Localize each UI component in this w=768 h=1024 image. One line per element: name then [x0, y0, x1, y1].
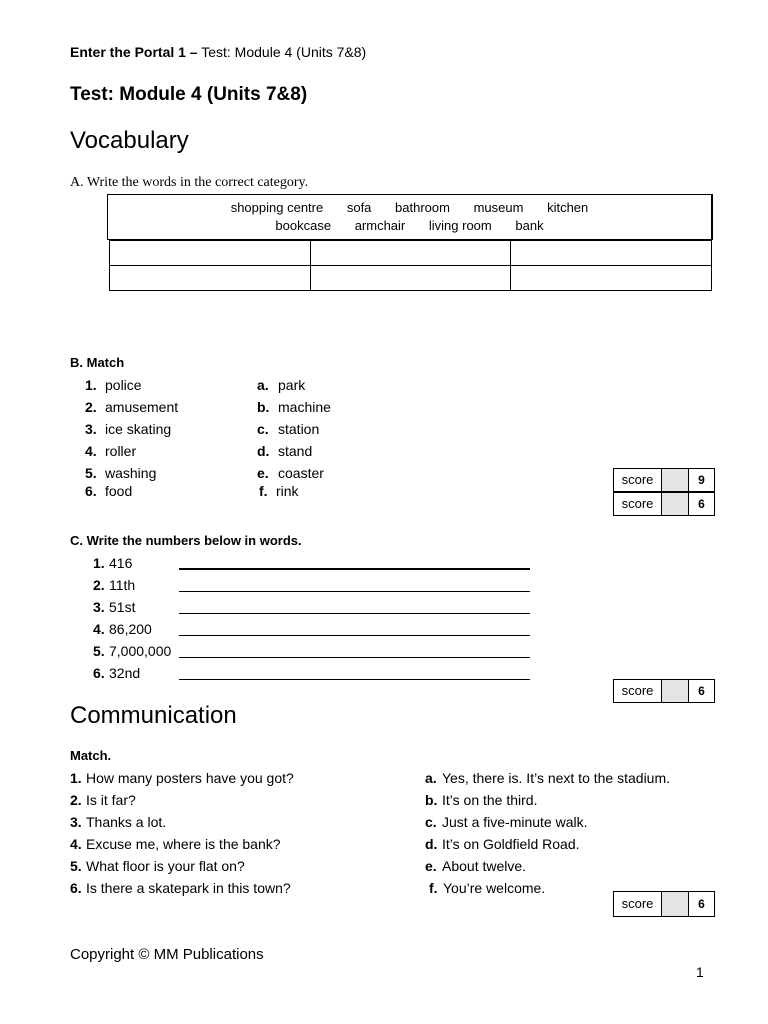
table-row	[110, 266, 712, 291]
list-item: 4. roller	[85, 443, 137, 459]
score-entry[interactable]	[662, 892, 689, 916]
answer-line[interactable]	[179, 657, 530, 658]
word-bank-row-2	[108, 218, 711, 233]
answer-line[interactable]	[179, 591, 530, 592]
header-series: Enter the Portal 1 –	[70, 44, 198, 60]
list-item: e. coaster	[257, 465, 324, 481]
word-bank-word: bank	[515, 218, 544, 233]
answer-line[interactable]	[179, 613, 530, 614]
category-cell[interactable]	[310, 266, 511, 291]
list-item: d. stand	[257, 443, 313, 459]
list-item: a. Yes, there is. It’s next to the stadium.	[425, 770, 671, 786]
answer-line[interactable]	[179, 568, 530, 570]
category-cell[interactable]	[310, 241, 511, 266]
list-item: 1. How many posters have you got?	[70, 770, 294, 786]
category-cell[interactable]	[110, 266, 311, 291]
list-item: 2. amusement	[85, 399, 179, 415]
list-item: f. You’re welcome.	[429, 880, 546, 896]
score-entry[interactable]	[662, 493, 689, 515]
copyright-footer: Copyright © MM Publications	[70, 946, 264, 963]
list-item: 1. police	[85, 377, 142, 393]
word-bank-word: armchair	[354, 218, 406, 233]
score-box: score 9	[613, 468, 715, 492]
list-item: b. It’s on the third.	[425, 792, 538, 808]
word-bank-word: sofa	[346, 200, 372, 215]
list-item: 2. 11th	[93, 577, 136, 593]
list-item: 6. food	[85, 483, 133, 499]
list-item: 3. 51st	[93, 599, 136, 615]
list-item: 2. Is it far?	[70, 792, 136, 808]
list-item: c. station	[257, 421, 320, 437]
category-table	[109, 240, 712, 291]
word-bank	[107, 194, 712, 240]
list-item: c. Just a five-minute walk.	[425, 814, 588, 830]
list-item: 4. Excuse me, where is the bank?	[70, 836, 281, 852]
score-box: score 6	[613, 679, 715, 703]
category-cell[interactable]	[110, 241, 311, 266]
list-item: 5. washing	[85, 465, 157, 481]
word-bank-word: kitchen	[547, 200, 589, 215]
communication-label: Match.	[70, 748, 112, 763]
list-item: 6. 32nd	[93, 665, 141, 681]
section-heading-vocabulary: Vocabulary	[70, 127, 189, 154]
list-item: 3. ice skating	[85, 421, 172, 437]
category-cell[interactable]	[511, 266, 712, 291]
score-entry[interactable]	[662, 469, 689, 491]
list-item: 4. 86,200	[93, 621, 152, 637]
score-box: score 6	[613, 492, 715, 516]
answer-line[interactable]	[179, 679, 530, 680]
list-item: 6. Is there a skatepark in this town?	[70, 880, 291, 896]
list-item: 5. What floor is your flat on?	[70, 858, 245, 874]
running-header	[70, 44, 366, 60]
list-item: 5. 7,000,000	[93, 643, 172, 659]
word-bank-word: shopping centre	[230, 200, 324, 215]
word-bank-word: bookcase	[275, 218, 332, 233]
answer-line[interactable]	[179, 635, 530, 636]
word-bank-shadow-edge	[707, 194, 713, 240]
section-heading-communication: Communication	[70, 702, 237, 729]
word-bank-word: living room	[428, 218, 492, 233]
table-row	[110, 241, 712, 266]
header-title: Test: Module 4 (Units 7&8)	[197, 44, 367, 60]
list-item: d. It’s on Goldfield Road.	[425, 836, 580, 852]
list-item: 1. 416	[93, 555, 133, 571]
list-item: f. rink	[259, 483, 299, 499]
part-b-label: B. Match	[70, 355, 125, 370]
list-item: e. About twelve.	[425, 858, 527, 874]
part-a-instruction: A. Write the words in the correct category.	[70, 175, 309, 190]
word-bank-word: museum	[473, 200, 524, 215]
page-number: 1	[696, 964, 704, 980]
score-box: score 6	[613, 891, 715, 917]
list-item: 3. Thanks a lot.	[70, 814, 167, 830]
list-item: b. machine	[257, 399, 331, 415]
category-cell[interactable]	[511, 241, 712, 266]
part-c-label: C. Write the numbers below in words.	[70, 533, 302, 548]
page-title: Test: Module 4 (Units 7&8)	[70, 84, 308, 105]
list-item: a. park	[257, 377, 306, 393]
word-bank-word: bathroom	[395, 200, 450, 215]
word-bank-row-1	[108, 200, 711, 215]
score-entry[interactable]	[662, 680, 689, 702]
